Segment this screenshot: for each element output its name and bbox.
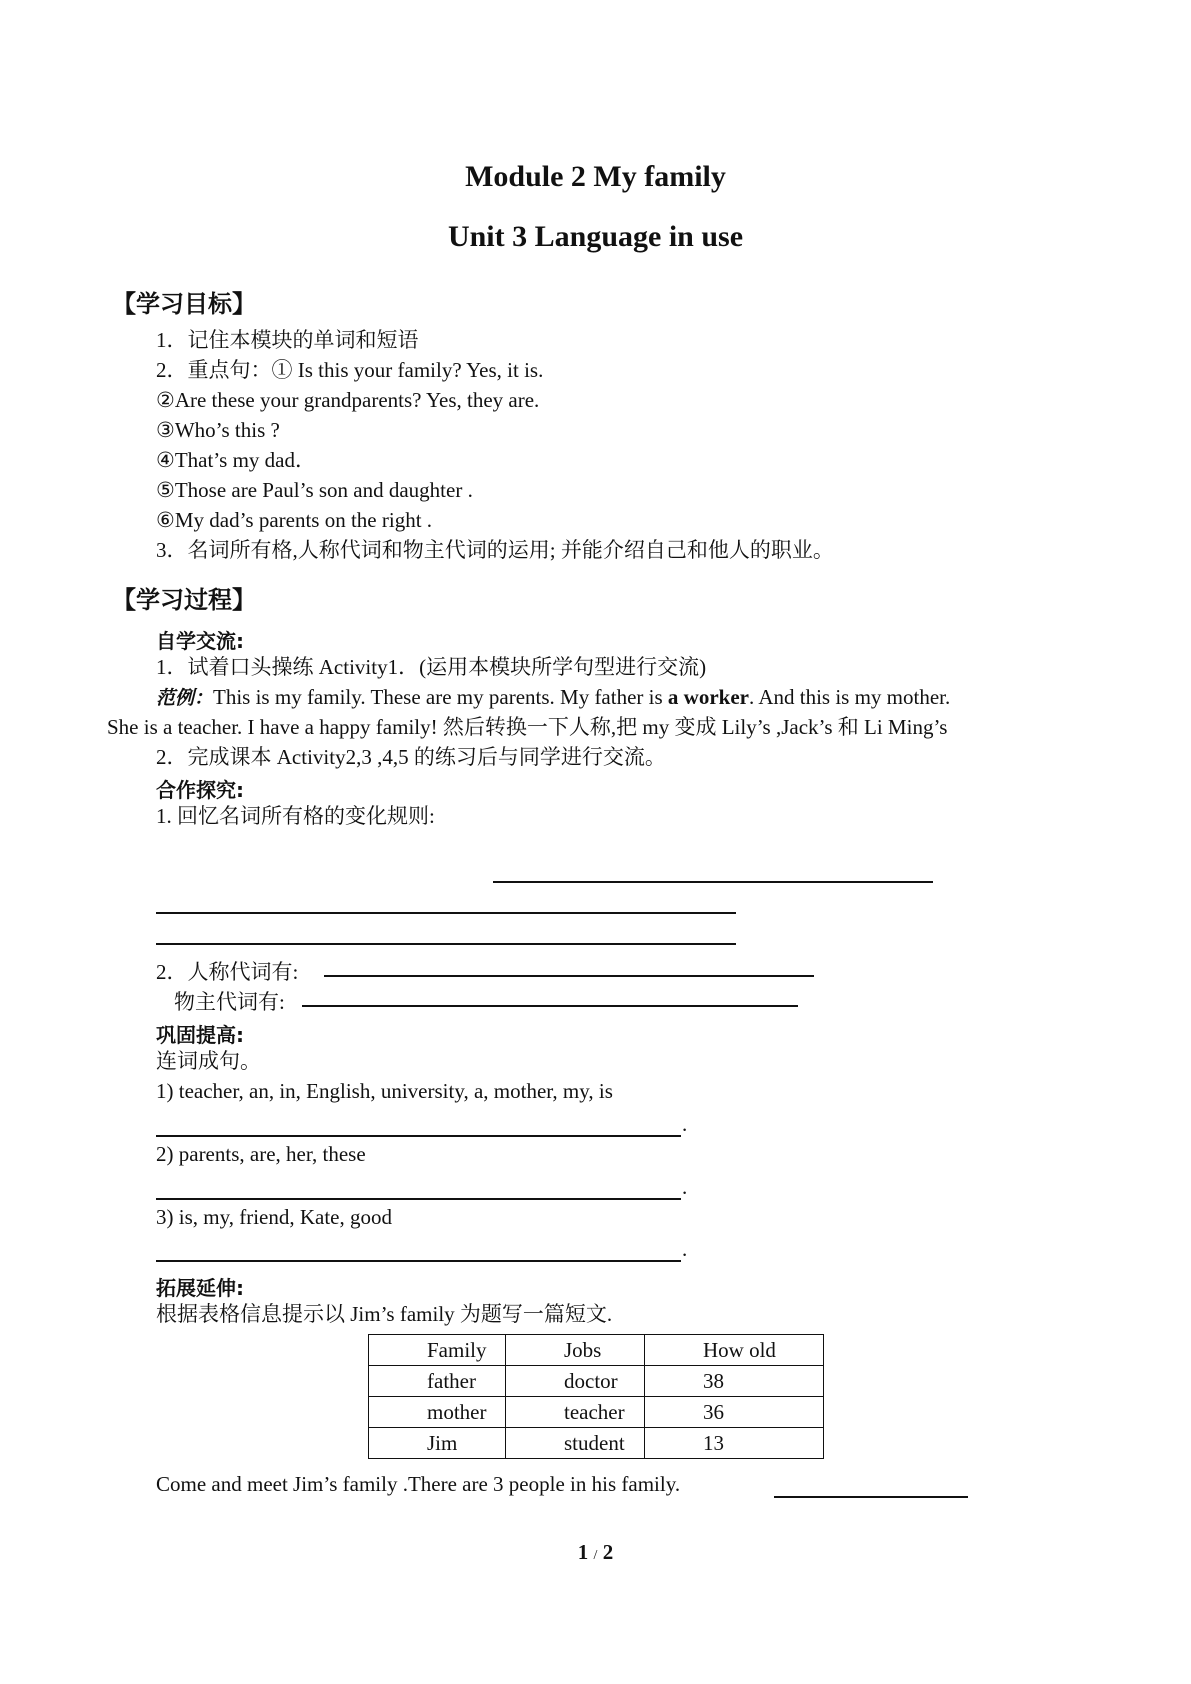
table-row: [369, 1397, 824, 1428]
page-number: [0, 1540, 1191, 1565]
self-study-item-1: 1．试着口头操练 Activity1．(运用本模块所学句型进行交流): [156, 655, 707, 679]
consolidation-heading: 巩固提高:: [156, 1023, 244, 1047]
answer-blank[interactable]: [156, 1260, 681, 1262]
answer-blank[interactable]: [774, 1496, 968, 1498]
answer-blank[interactable]: [156, 912, 736, 914]
self-study-item-2: 2．完成课本 Activity2,3 ,4,5 的练习后与同学进行交流。: [156, 745, 666, 769]
example-line-2: She is a teacher. I have a happy family! 然后转换一下人称,把 my 变成 Lily’s ,Jack’s 和 Li Ming’s: [107, 715, 948, 739]
essay-starter: Come and meet Jim’s family .There are 3 people in his family.: [156, 1472, 681, 1496]
family-info-table: [368, 1334, 824, 1459]
table-cell: father: [369, 1366, 506, 1397]
extension-heading: 拓展延伸:: [156, 1276, 244, 1300]
goal-item: ②Are these your grandparents? Yes, they are.: [156, 388, 540, 412]
answer-end: .: [682, 1112, 688, 1136]
table-header-cell: Jobs: [506, 1335, 645, 1366]
table-cell: doctor: [506, 1366, 645, 1397]
goal-item: ④That’s my dad．: [156, 448, 316, 472]
answer-end: .: [682, 1175, 688, 1199]
cooperation-item-2b: 物主代词有:: [174, 990, 285, 1014]
page-separator: /: [593, 1548, 598, 1563]
cooperation-heading: 合作探究:: [156, 778, 244, 802]
table-header-cell: How old: [645, 1335, 824, 1366]
table-cell: mother: [369, 1397, 506, 1428]
goal-item: ③Who’s this ?: [156, 418, 280, 442]
table-cell: teacher: [506, 1397, 645, 1428]
example-text-a: This is my family. These are my parents. My father is: [213, 685, 668, 709]
extension-instruction: 根据表格信息提示以 Jim’s family 为题写一篇短文.: [156, 1302, 613, 1326]
table-cell: 38: [645, 1366, 824, 1397]
question-2: 2) parents, are, her, these: [156, 1142, 366, 1166]
table-cell: 13: [645, 1428, 824, 1459]
process-heading: 【学习过程】: [112, 586, 256, 614]
table-cell: Jim: [369, 1428, 506, 1459]
example-bold: a worker: [667, 685, 749, 709]
goal-item: 2．重点句：① Is this your family? Yes, it is.: [156, 358, 544, 382]
goal-item: ⑤Those are Paul’s son and daughter .: [156, 478, 473, 502]
cooperation-item-1: 1. 回忆名词所有格的变化规则:: [156, 804, 435, 828]
example-label: 范例：: [156, 687, 214, 709]
table-row: [369, 1366, 824, 1397]
answer-blank[interactable]: [156, 1198, 681, 1200]
question-1: 1) teacher, an, in, English, university, a, mother, my, is: [156, 1079, 613, 1103]
table-cell: student: [506, 1428, 645, 1459]
example-text-b: . And this is my mother.: [748, 685, 951, 709]
goal-item: 3．名词所有格,人称代词和物主代词的运用; 并能介绍自己和他人的职业。: [156, 538, 834, 562]
answer-blank[interactable]: [156, 1135, 681, 1137]
self-study-heading: 自学交流:: [156, 629, 244, 653]
goal-item: ⑥My dad’s parents on the right .: [156, 508, 433, 532]
table-header-cell: Family: [369, 1335, 506, 1366]
question-3: 3) is, my, friend, Kate, good: [156, 1205, 393, 1229]
table-header-row: [369, 1335, 824, 1366]
example-line-1: [156, 685, 950, 710]
page-current: 1: [577, 1540, 589, 1564]
answer-blank[interactable]: [156, 943, 736, 945]
table-row: [369, 1428, 824, 1459]
page-title: Module 2 My family: [465, 160, 726, 193]
answer-end: .: [682, 1237, 688, 1261]
answer-blank[interactable]: [324, 975, 814, 977]
page-total: 2: [602, 1540, 614, 1564]
goals-heading: 【学习目标】: [112, 290, 256, 318]
answer-blank[interactable]: [302, 1005, 798, 1007]
page-subtitle: Unit 3 Language in use: [447, 220, 744, 253]
cooperation-item-2: 2．人称代词有:: [156, 960, 299, 984]
answer-blank[interactable]: [493, 881, 933, 883]
table-cell: 36: [645, 1397, 824, 1428]
goal-item: 1．记住本模块的单词和短语: [156, 328, 419, 352]
consolidation-instruction: 连词成句。: [156, 1049, 261, 1073]
